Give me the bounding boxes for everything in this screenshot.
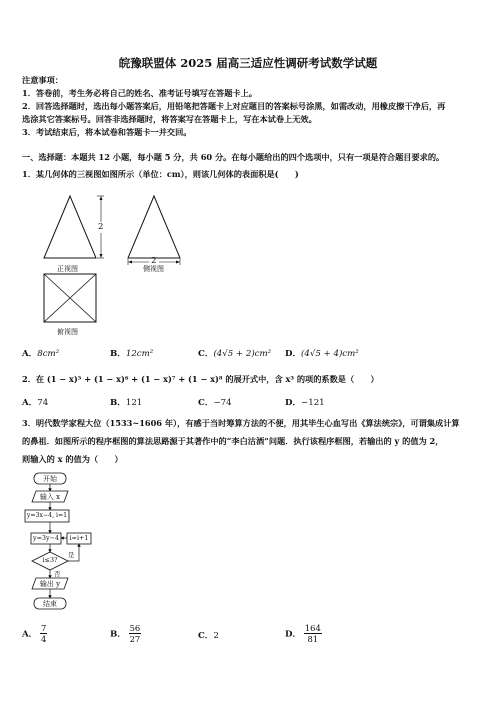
q3-option-d: D． $\frac{164}{81}$: [285, 623, 321, 644]
flow-update-text: y=3y−4: [32, 534, 60, 542]
q3-option-c: C．2: [198, 631, 219, 641]
front-view-label: 正视图: [57, 265, 78, 273]
side-view-label: 侧视图: [143, 265, 164, 273]
flow-yes-label: 是: [68, 551, 75, 559]
height-dimension-label: 2: [98, 222, 104, 232]
q1-stem: 1．某几何体的三视图如图所示（单位：cm），则该几何体的表面积是( ): [22, 169, 299, 179]
q1-option-b: B．12cm²: [110, 349, 154, 359]
q2-option-c: C．−74: [198, 398, 232, 408]
notice-item-3: 3．考试结束后，将本试卷和答题卡一并交回。: [22, 127, 192, 137]
notice-item-2-cont: 选涂其它答案标号。回答非选择题时，将答案写在答题卡上，写在本试卷上无效。: [22, 114, 317, 124]
top-view-label: 俯视图: [57, 328, 78, 336]
q3-stem-line-3: 则输入的 x 的值为（ ）: [22, 454, 123, 464]
q2-option-d: D．−121: [285, 398, 325, 408]
flow-start-text: 开始: [43, 475, 57, 483]
q1-option-c: C．(4√5 + 2)cm²: [198, 349, 272, 359]
q2-stem: 2．在 (1 − x)⁵ + (1 − x)⁶ + (1 − x)⁷ + (1 − x)⁸ 的展开式中，含 x³ 的项的系数是（ ）: [22, 374, 379, 384]
q3-option-a: A． $\frac{7}{4}$: [22, 623, 47, 644]
flow-condition-text: i≤3?: [42, 556, 58, 564]
notice-item-1: 1．答卷前，考生务必将自己的姓名、准考证号填写在答题卡上。: [22, 88, 257, 98]
page-title: 皖豫联盟体 2025 届高三适应性调研考试数学试题: [118, 56, 378, 70]
flow-input-text: 输入 x: [39, 493, 61, 501]
q3-stem-line-1: 3．明代数学家程大位（1533~1606 年），有感于当时筹算方法的不便，用其毕生心血写出《算法统宗》，可谓集成计算: [22, 418, 460, 428]
notice-item-2: 2．回答选择题时，选出每小题答案后，用铅笔把答题卡上对应题目的答案标号涂黑，如需改动，用橡皮擦干净后，再: [22, 101, 446, 111]
flow-output-text: 输出 y: [39, 580, 61, 588]
section-heading: 一、选择题：本题共 12 小题，每小题 5 分，共 60 分。在每小题给出的四个选项中，只有一项是符合题目要求的。: [22, 152, 445, 162]
flow-no-label: 否: [54, 570, 61, 578]
q3-option-b: B． $\frac{56}{27}$: [110, 623, 141, 644]
flow-increment-text: i=i+1: [69, 534, 89, 542]
q1-option-d: D．(4√5 + 4)cm²: [285, 349, 359, 359]
q1-option-a: A．8cm²: [22, 349, 60, 359]
flow-end-text: 结束: [43, 600, 57, 608]
notice-heading: 注意事项：: [22, 75, 63, 85]
q3-stem-line-2: 的鼻祖．如图所示的程序框图的算法思路源于其著作中的“李白沽酒”问题．执行该程序框图，若输出的 y 的值为 2，: [22, 436, 444, 446]
width-dimension-label: 2: [151, 256, 157, 266]
q2-option-a: A．74: [22, 398, 49, 408]
q2-option-b: B．121: [110, 398, 143, 408]
flow-init-text: y=3x−4, i=1: [26, 512, 68, 519]
